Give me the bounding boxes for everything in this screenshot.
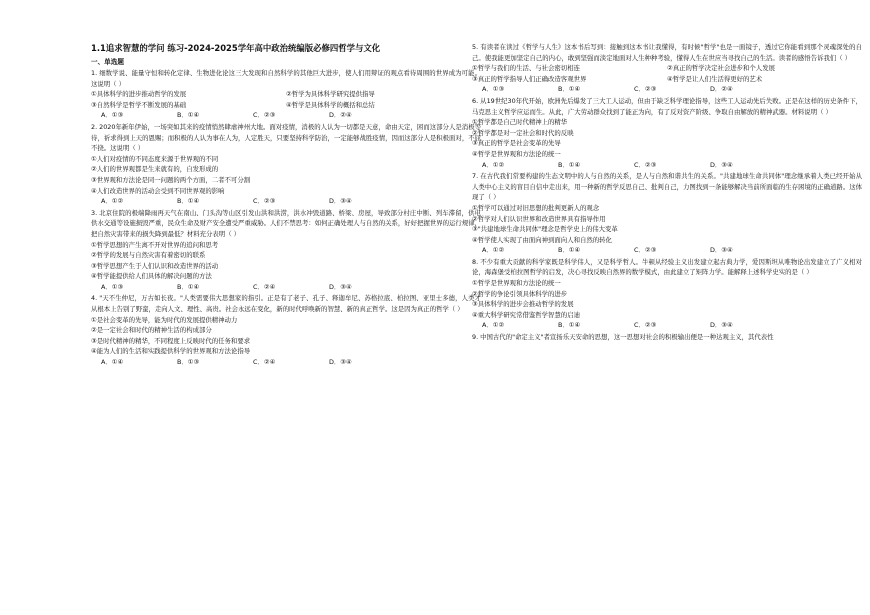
- option-text: ③真正的哲学是社会变革的先导: [472, 139, 561, 148]
- answer-choice: C．②③: [634, 321, 657, 330]
- question-stem: 2. 2020年新年伊始，一场突如其来的疫情悄然肆虐神州大地。面对疫情，消极的人认为一切都是天意，命由天定，困而这部分人是消极等待，祈求得到上天的恩赐；而积极的人认为事在人为，人定胜天，只要坚持科学防治，一定能够战胜疫情，因而这部分人是积极面对，不屈不挠。这说明（ ）: [91, 122, 481, 153]
- option-text: ③是时代精神的精华，不同程度上反映时代的任务和要求: [91, 336, 251, 345]
- answer-choice: C．②③: [634, 160, 657, 169]
- answer-choices: [91, 110, 481, 121]
- option-text: ②哲学为具体科学研究提供指导: [286, 90, 375, 99]
- question-block: [472, 96, 862, 170]
- option-text: ③自然科学是哲学不断发展的基础: [91, 100, 187, 109]
- answer-choice: D．③④: [710, 321, 733, 330]
- option-text: ②人们的世界观都是生来就有的，自发形成的: [91, 165, 219, 174]
- question-block: [91, 122, 481, 207]
- answer-choice: C．②③: [634, 85, 657, 94]
- answer-choice: B．①④: [177, 282, 200, 291]
- answer-choice: D．③④: [710, 160, 733, 169]
- question-stem: 1. 细数学说、能量守恒和转化定律、生物进化论这三大发现和自然科学的其他巨大进步，使人们用辩证的观点看待周围的世界成为可能。这说明（ ）: [91, 69, 481, 88]
- question-stem: 8. 不少有重大贡献的科学家既是科学伟人，又是科学哲人。牛顿从经验主义出发建立起古典力学，爱因斯坦从唯物论出发建立了广义相对论，海森堡受柏拉图哲学的启发，决心寻找反映自然界的数学模式，由此建立了矩阵力学。能解释上述科学史实的是（ ）: [472, 257, 862, 277]
- option-text: ④哲学能提供给人们具体的解决问题的方法: [91, 272, 212, 281]
- question-block: [91, 208, 481, 293]
- answer-choice: A．①③: [482, 85, 505, 94]
- answer-choice: A．①②: [482, 321, 505, 330]
- option-text: ④哲学是具体科学的概括和总结: [286, 100, 375, 109]
- option-text: ③世界观和方法论是同一问题的两个方面，二者不可分割: [91, 175, 251, 184]
- option-text: ①人们对疫情的不同态度来源于世界观的不同: [91, 154, 219, 163]
- answer-choice: D．②④: [329, 111, 352, 120]
- question-stem: 5. 有读者在读过《哲学与人生》这本书后写到：接触到这本书让我懂得，有时候"哲学"也是一面镜子，透过它你能看到那个灵魂深处的自己。使我能更加坚定自己的内心，敢到坚强而淡定地面对人生种种考验，懂得人生在世应当寻找自己的生活。读者的感悟告诉我们（ ）: [472, 43, 862, 62]
- question-block: [472, 42, 862, 95]
- answer-choice: A．①④: [101, 358, 124, 367]
- answer-choices: [91, 282, 481, 293]
- answer-choices: [91, 196, 481, 207]
- answer-choice: C．②④: [253, 282, 276, 291]
- answer-choice: B．①③: [177, 358, 200, 367]
- section-heading: 一、单选题: [91, 58, 124, 66]
- answer-choice: A．①②: [482, 246, 505, 255]
- question-stem: 4. "天不生仲尼，万古如长夜。"人类需要伟大思想家的指引。正是有了老子、孔子、释迦牟尼、苏格拉底、柏拉图、亚里士多德，人类才从根本上告别了野蛮，走向人文、理性、高贵。社会永远在变化，新的时代呼唤新的智慧、新的真正哲学。这是因为真正的哲学（ ）: [91, 294, 481, 314]
- option-text: ④重大科学研究常借鉴哲学智慧的启迪: [472, 310, 580, 319]
- option-text: ②哲学都是对一定社会和时代的反映: [472, 128, 574, 137]
- answer-choice: D．③④: [329, 197, 352, 206]
- answer-choices: [91, 357, 481, 368]
- option-text: ②是一定社会和时代的精神生活的构成部分: [91, 326, 212, 335]
- answer-choice: C．②③: [634, 246, 657, 255]
- option-row: [472, 63, 862, 74]
- option-row: [472, 74, 862, 85]
- answer-choice: B．①④: [558, 160, 581, 169]
- question-block: [472, 171, 862, 256]
- option-text: ②哲学的争论引领具体科学的进步: [472, 289, 568, 298]
- answer-choice: D．③④: [710, 246, 733, 255]
- answer-choice: B．①④: [558, 85, 581, 94]
- right-column: [472, 42, 862, 343]
- option-text: ①哲学都是自己时代精神上的精华: [472, 118, 568, 127]
- answer-choice: A．①③: [101, 282, 124, 291]
- answer-choice: D．③④: [329, 282, 352, 291]
- option-text: ③真正的哲学指导人们正确改造客观世界: [472, 74, 587, 83]
- option-text: ①哲学可以通过对旧思想的批判更新人的观念: [472, 203, 600, 212]
- question-block: [91, 68, 481, 121]
- option-text: ④能为人们的生活和实践提供科学的世界观和方法论指导: [91, 347, 251, 356]
- answer-choice: B．①④: [177, 197, 200, 206]
- question-block: [91, 293, 481, 367]
- option-text: ④人们改造世界的活动会受到不同世界观的影响: [91, 186, 225, 195]
- option-text: ③具体科学的进步会推动哲学的发展: [472, 300, 574, 309]
- document-title: 1.1追求智慧的学问 练习-2024-2025学年高中政治统编版必修四哲学与文化: [91, 43, 381, 53]
- left-column: [91, 42, 481, 369]
- answer-choices: [472, 245, 862, 256]
- option-text: ④哲学是让人们生活得更好的艺术: [667, 74, 763, 83]
- option-text: ②真正的哲学决定社会进步和个人发展: [667, 64, 775, 73]
- option-row: [91, 100, 481, 111]
- answer-choice: C．②③: [253, 197, 276, 206]
- question-stem: 7. 在古代我们常要构建的生态文明中的人与自然的关系，是人与自然和谐共生的关系。"共建地球生命共同体"理念继承着人类已经开始从人类中心主义的盲目自信中走出来，用一种新的哲学反思自己、批判自己，力图找到一条能够解决当前所面临的生存困境的正确道路。这体现了（ ）: [472, 172, 862, 202]
- answer-choice: D．②④: [710, 85, 733, 94]
- question-stem: 3. 北京住院的极端降雨再天气在南山、门头沟等山区引发山洪和洪涝，洪水冲毁道路、桥梁、房屋，导致部分村庄中断、列车滞留，供电供水交通等设施损毁严重，民众生命及财产安全遭受严重威胁。人们不禁思考：如何正确处理人与自然的关系，好好把握世界的运行规律，把自然灾害带来的损失降到最低？材料充分表明（ ）: [91, 208, 481, 238]
- option-text: ②哲学的发展与自然灾害有着密切的联系: [91, 251, 206, 260]
- question-block: [472, 257, 862, 331]
- question-stem: 9. 中国古代的"命定主义"者宣扬乐天安命的思想，这一思想对社会的积极输出便是一种达观主义，其代表性: [472, 333, 774, 342]
- option-text: ④哲学使人实现了由面向神到面向人和自然的转化: [472, 235, 612, 244]
- option-text: ①哲学是世界观和方法论的统一: [472, 279, 561, 288]
- answer-choice: C．②③: [253, 111, 276, 120]
- option-text: ①是社会变革的先导，能为时代的发展提供精神动力: [91, 315, 238, 324]
- answer-choices: [472, 320, 862, 331]
- option-text: ③哲学思想产生于人们认识和改造世界的活动: [91, 261, 219, 270]
- option-text: ①具体科学的进步推动哲学的发展: [91, 90, 187, 99]
- option-text: ①哲学思想的产生离不开对世界的追问和思考: [91, 240, 219, 249]
- answer-choices: [472, 84, 862, 95]
- option-text: ②哲学对人们认识世界和改造世界具有指导作用: [472, 214, 606, 223]
- answer-choice: D．③④: [329, 358, 352, 367]
- question-block: [472, 332, 862, 343]
- answer-choice: B．①④: [177, 111, 200, 120]
- question-stem: 6. 从19世纪30年代开始，欧洲先后爆发了三大工人运动，但由于缺乏科学理论指导，这些工人运动先后失败。正是在这样的历史条件下，马克思主义哲学应运而生。从此，广大劳动群众找到了能正为向，有了反对资产阶级、争取自由解放的精神武器。材料说明（ ）: [472, 96, 862, 116]
- answer-choice: C．②④: [253, 358, 276, 367]
- option-text: ③"共建地球生命共同体"理念是哲学史上的伟大变革: [472, 225, 618, 234]
- answer-choice: B．①④: [558, 246, 581, 255]
- answer-choice: A．①②: [482, 160, 505, 169]
- answer-choice: B．①④: [558, 321, 581, 330]
- answer-choices: [472, 160, 862, 171]
- answer-choice: A．①②: [101, 197, 124, 206]
- answer-choice: A．①③: [101, 111, 124, 120]
- option-row: [91, 89, 481, 100]
- option-text: ④哲学是世界观和方法论的统一: [472, 149, 561, 158]
- option-text: ①哲学与我们的生活、与社会密切相连: [472, 64, 580, 73]
